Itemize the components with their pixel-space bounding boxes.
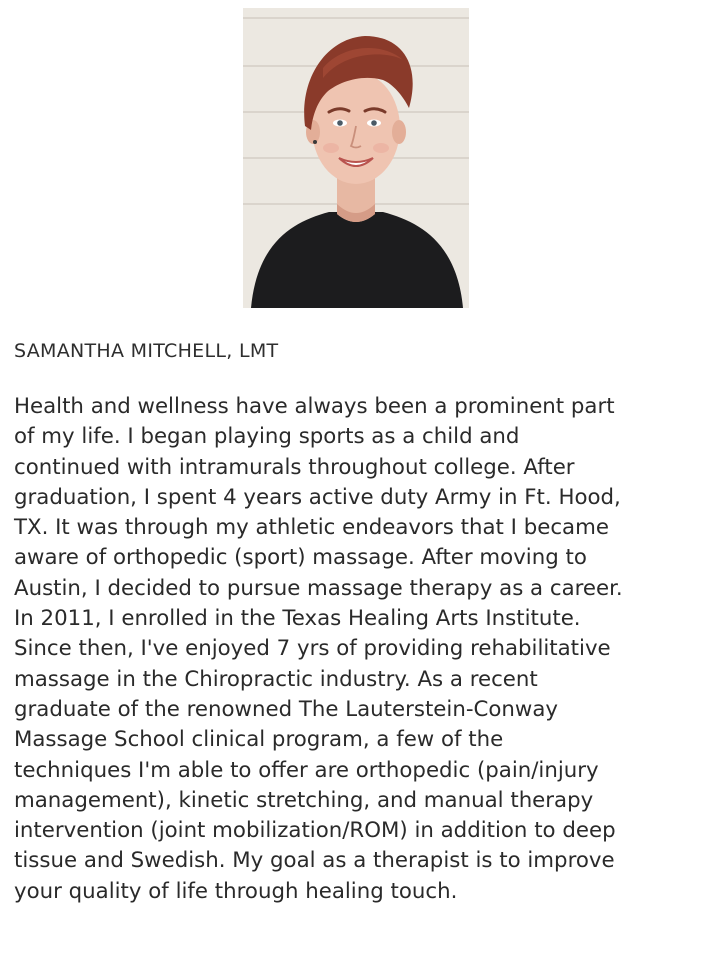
bio-line: graduate of the renowned The Lauterstein-Conway — [14, 696, 558, 722]
bio-line: Health and wellness have always been a prominent part — [14, 394, 615, 419]
bio-line: Since then, I've enjoyed 7 yrs of providing rehabilitative — [14, 636, 611, 662]
bio-line: management), kinetic stretching, and manual therapy — [14, 787, 594, 813]
bio-line: massage in the Chiropractic industry. As a recent — [14, 666, 538, 692]
bio-line: Austin, I decided to pursue massage therapy as a career. — [14, 575, 623, 601]
bio-line: your quality of life through healing touch. — [14, 878, 458, 904]
bio-line: continued with intramurals throughout college. After — [14, 454, 575, 480]
bio-line: TX. It was through my athletic endeavors that I became — [14, 515, 609, 541]
bio-line: tissue and Swedish. My goal as a therapist is to improve — [14, 848, 615, 874]
bio-paragraph — [14, 392, 706, 907]
bio-line: techniques I'm able to offer are orthopedic (pain/injury — [14, 757, 599, 783]
bio-line: Massage School clinical program, a few of the — [14, 727, 504, 753]
therapist-name: SAMANTHA MITCHELL, LMT — [14, 340, 279, 362]
bio-line: intervention (joint mobilization/ROM) in addition to deep — [14, 818, 616, 844]
profile-photo — [243, 8, 469, 308]
bio-line: of my life. I began playing sports as a child and — [14, 424, 520, 450]
bio-line: graduation, I spent 4 years active duty Army in Ft. Hood, — [14, 484, 621, 510]
portrait-photo — [243, 8, 469, 308]
bio-line: In 2011, I enrolled in the Texas Healing Arts Institute. — [14, 606, 581, 632]
bio-line: aware of orthopedic (sport) massage. After moving to — [14, 545, 587, 571]
